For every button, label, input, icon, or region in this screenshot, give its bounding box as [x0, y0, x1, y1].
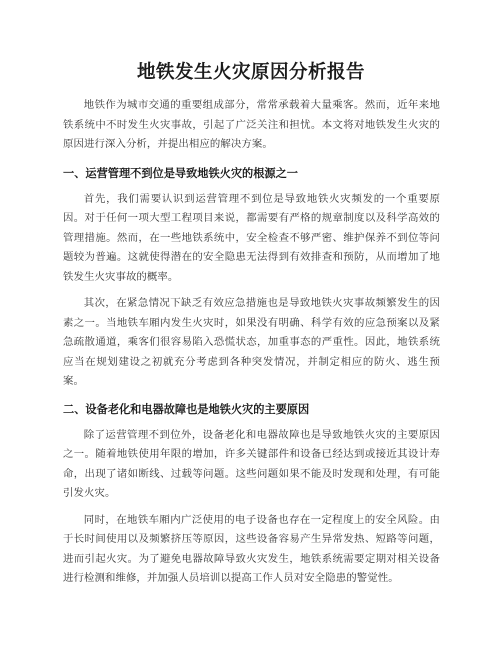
section-2-paragraph-2: 同时，在地铁车厢内广泛使用的电子设备也存在一定程度上的安全风险。由于长时间使用以及频繁挤压等原因，这些设备容易产生异常发热、短路等问题，进而引起火灾。为了避免电器故障导致火灾发生，地铁系统需要定期对相关设备进行检测和维修，并加强人员培训以提高工作人员对安全隐患的警觉性。	[63, 513, 440, 584]
section-2-heading: 二、设备老化和电器故障也是地铁火灾的主要原因	[63, 402, 310, 416]
section-1-heading: 一、运营管理不到位是导致地铁火灾的根源之一	[63, 166, 298, 180]
section-2-paragraph-1: 除了运营管理不到位外，设备老化和电器故障也是导致地铁火灾的主要原因之一。随着地铁使用年限的增加，许多关键部件和设备已经达到或接近其设计寿命，出现了诸如断线、过载等问题。这些问题如果不能及时发现和处理，有可能引发火灾。	[63, 428, 440, 499]
document-title: 地铁发生火灾原因分析报告	[136, 62, 365, 83]
document-body	[63, 96, 440, 589]
section-1-paragraph-1: 首先，我们需要认识到运营管理不到位是导致地铁火灾频发的一个重要原因。对于任何一项大型工程项目来说，都需要有严格的规章制度以及科学高效的管理措施。然而，在一些地铁系统中，安全检查不够严密、维护保养不到位等问题较为普遍。这就使得潜在的安全隐患无法得到有效排查和预防，从而增加了地铁发生火灾事故的概率。	[63, 192, 440, 283]
intro-paragraph: 地铁作为城市交通的重要组成部分，常常承载着大量乘客。然而，近年来地铁系统中不时发生火灾事故，引起了广泛关注和担忧。本文将对地铁发生火灾的原因进行深入分析，并提出相应的解决方案。	[63, 99, 440, 150]
section-1-paragraph-2: 其次，在紧急情况下缺乏有效应急措施也是导致地铁火灾事故频繁发生的因素之一。当地铁车厢内发生火灾时，如果没有明确、科学有效的应急预案以及紧急疏散通道，乘客们很容易陷入恐慌状态，加重事态的严重性。因此，地铁系统应当在规划建设之初就充分考虑到各种突发情况，并制定相应的防火、逃生预案。	[63, 297, 440, 387]
